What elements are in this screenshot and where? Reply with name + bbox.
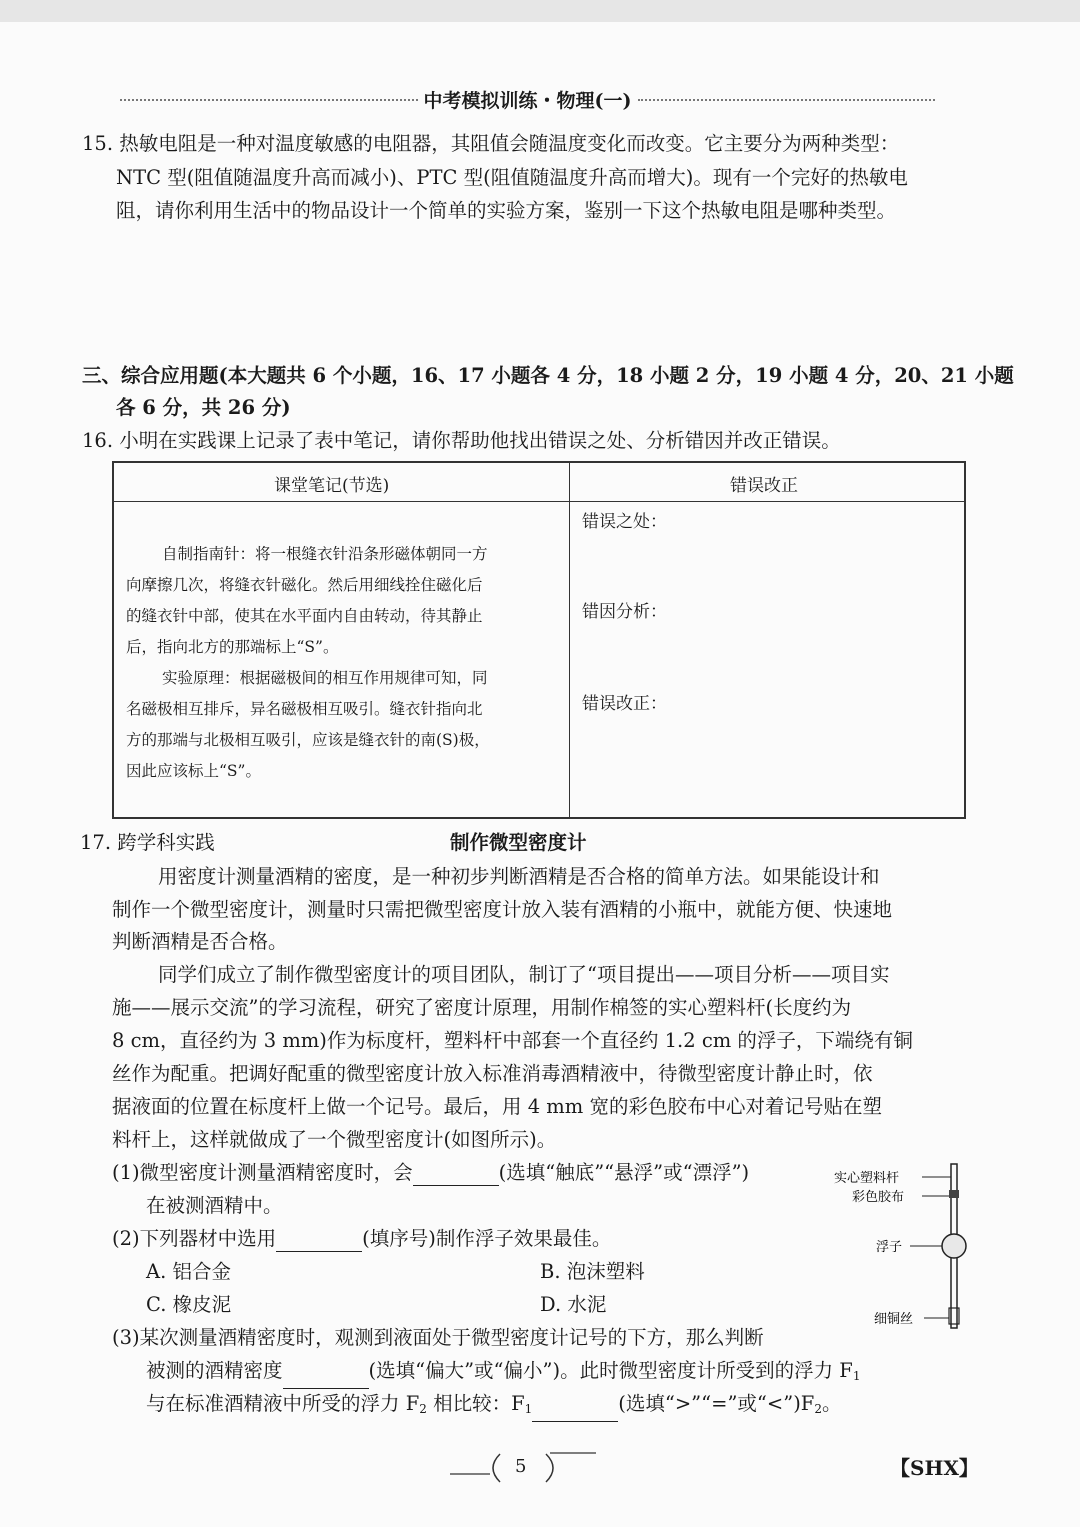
q17-part3-text-e: 相比较：F bbox=[426, 1392, 525, 1415]
exam-code: 【SHX】 bbox=[890, 1456, 979, 1480]
q17-part1-line-2: 在被测酒精中。 bbox=[146, 1194, 283, 1217]
notes-line-5: 实验原理：根据磁极间的相互作用规律可知，同 bbox=[162, 669, 488, 687]
q16-notes-table bbox=[112, 461, 966, 819]
section3-heading-line-1: 三、综合应用题(本大题共 6 个小题，16、17 小题各 4 分，18 小题 2 分，19 小题 4 分，20、21 小题 bbox=[82, 364, 1014, 387]
q17-title: 制作微型密度计 bbox=[450, 831, 587, 854]
page-number-mark bbox=[450, 1448, 600, 1488]
option-a: A. 铝合金 bbox=[146, 1260, 231, 1283]
q17-part2-text-a: (2)下列器材中选用 bbox=[112, 1227, 277, 1250]
q17-part2-answer-blank[interactable] bbox=[276, 1231, 362, 1252]
header-right-dots bbox=[638, 99, 936, 101]
q17-part2-text-b: (填序号)制作浮子效果最佳。 bbox=[362, 1227, 612, 1250]
option-b: B. 泡沫塑料 bbox=[540, 1260, 645, 1283]
q17-part3-force-blank[interactable] bbox=[532, 1401, 618, 1422]
notes-line-7: 方的那端与北极相互吸引，应该是缝衣针的南(S)极， bbox=[126, 731, 490, 749]
q15-line-2: NTC 型(阻值随温度升高而减小)、PTC 型(阻值随温度升高而增大)。现有一个完好的热敏电 bbox=[116, 166, 908, 189]
page-number: 5 bbox=[515, 1456, 527, 1477]
label-plastic-rod: 实心塑料杆 bbox=[834, 1171, 900, 1186]
q17-para-3: 判断酒精是否合格。 bbox=[112, 930, 288, 953]
q17-part3-sub-3: 1 bbox=[524, 1402, 533, 1416]
float-shape bbox=[942, 1234, 966, 1258]
q17-part1-line-1 bbox=[112, 1160, 749, 1186]
q17-para-2: 制作一个微型密度计，测量时只需把微型密度计放入装有酒精的小瓶中，就能方便、快速地 bbox=[112, 898, 893, 921]
option-c: C. 橡皮泥 bbox=[146, 1293, 232, 1316]
q17-part3-text-g: 。 bbox=[821, 1392, 842, 1415]
q17-part3-sub-1: 1 bbox=[852, 1369, 861, 1383]
q16-stem: 16. 小明在实践课上记录了表中笔记，请你帮助他找出错误之处、分析错因并改正错误。 bbox=[82, 429, 841, 452]
q17-para-7: 丝作为配重。把调好配重的微型密度计放入标准消毒酒精液中，待微型密度计静止时，依 bbox=[112, 1062, 873, 1085]
notes-line-6: 名磁极相互排斥，异名磁极相互吸引。缝衣针指向北 bbox=[126, 700, 483, 718]
viewer-top-bar bbox=[0, 0, 1080, 23]
section3-heading-line-2: 各 6 分，共 26 分) bbox=[116, 396, 291, 419]
page-header bbox=[120, 86, 935, 113]
q17-part3-text-b: 被测的酒精密度 bbox=[146, 1359, 283, 1382]
q15-line-3: 阻，请你利用生活中的物品设计一个简单的实验方案，鉴别一下这个热敏电阻是哪种类型。 bbox=[116, 199, 897, 222]
q17-part2-line bbox=[112, 1226, 611, 1252]
q17-part3-sub-2: 2 bbox=[419, 1402, 427, 1416]
label-colored-tape: 彩色胶布 bbox=[852, 1190, 905, 1205]
q17-part3-text-d: 与在标准酒精液中所受的浮力 F bbox=[146, 1392, 420, 1415]
q17-para-8: 据液面的位置在标度杆上做一个记号。最后，用 4 mm 宽的彩色胶布中心对着记号贴在塑 bbox=[112, 1095, 882, 1118]
q17-part1-text-b: (选填“触底”“悬浮”或“漂浮”) bbox=[498, 1161, 750, 1184]
notes-line-3: 的缝衣针中部，使其在水平面内自由转动，待其静止 bbox=[126, 607, 483, 625]
table-header-divider bbox=[114, 501, 964, 502]
notes-line-8: 因此应该标上“S”。 bbox=[126, 762, 261, 780]
header-left-dots bbox=[120, 99, 418, 101]
q15-line-1: 15. 热敏电阻是一种对温度敏感的电阻器，其阻值会随温度变化而改变。它主要分为两种类型： bbox=[82, 132, 900, 155]
q17-part3-sub-4: 2 bbox=[814, 1402, 822, 1416]
label-error-correction: 错误改正： bbox=[582, 694, 667, 714]
q17-para-9: 料杆上，这样就做成了一个微型密度计(如图所示)。 bbox=[112, 1128, 557, 1151]
q17-part3-line-3 bbox=[146, 1391, 841, 1422]
q17-part3-line-1: (3)某次测量酒精密度时，观测到液面处于微型密度计记号的下方，那么判断 bbox=[112, 1326, 764, 1349]
q17-para-4: 同学们成立了制作微型密度计的项目团队，制订了“项目提出——项目分析——项目实 bbox=[158, 963, 890, 986]
q17-part3-density-blank[interactable] bbox=[283, 1368, 369, 1389]
table-header-correction: 错误改正 bbox=[730, 476, 798, 496]
label-copper-wire: 细铜丝 bbox=[874, 1312, 914, 1327]
q17-para-5: 施——展示交流”的学习流程，研究了密度计原理，用制作棉签的实心塑料杆(长度约为 bbox=[112, 996, 852, 1019]
label-float: 浮子 bbox=[876, 1240, 903, 1255]
q17-part1-answer-blank[interactable] bbox=[413, 1165, 499, 1186]
label-error-analysis: 错因分析： bbox=[582, 602, 667, 622]
q17-part1-text-a: (1)微型密度计测量酒精密度时，会 bbox=[112, 1161, 413, 1184]
q17-part3-line-2 bbox=[146, 1358, 860, 1389]
notes-line-1: 自制指南针：将一根缝衣针沿条形磁体朝同一方 bbox=[162, 545, 488, 563]
table-header-notes: 课堂笔记(节选) bbox=[274, 476, 390, 496]
q17-para-1: 用密度计测量酒精的密度，是一种初步判断酒精是否合格的简单方法。如果能设计和 bbox=[158, 865, 880, 888]
option-d: D. 水泥 bbox=[540, 1293, 607, 1316]
q17-part3-text-c: (选填“偏大”或“偏小”)。此时微型密度计所受到的浮力 F bbox=[368, 1359, 853, 1382]
notes-line-2: 向摩擦几次，将缝衣针磁化。然后用细线拴住磁化后 bbox=[126, 576, 483, 594]
table-column-divider bbox=[569, 463, 570, 817]
q17-label: 17. 跨学科实践 bbox=[80, 831, 215, 854]
label-error-location: 错误之处： bbox=[582, 512, 667, 532]
notes-line-4: 后，指向北方的那端标上“S”。 bbox=[126, 638, 339, 656]
colored-tape-shape bbox=[949, 1190, 959, 1198]
q17-para-6: 8 cm，直径约为 3 mm)作为标度杆，塑料杆中部套一个直径约 1.2 cm 的浮子，下端绕有铜 bbox=[112, 1029, 913, 1052]
density-meter-diagram bbox=[830, 1160, 980, 1340]
header-title: 中考模拟训练・物理(一) bbox=[423, 90, 632, 112]
q17-part3-text-f: (选填“>”“=”或“<”)F bbox=[618, 1392, 815, 1415]
